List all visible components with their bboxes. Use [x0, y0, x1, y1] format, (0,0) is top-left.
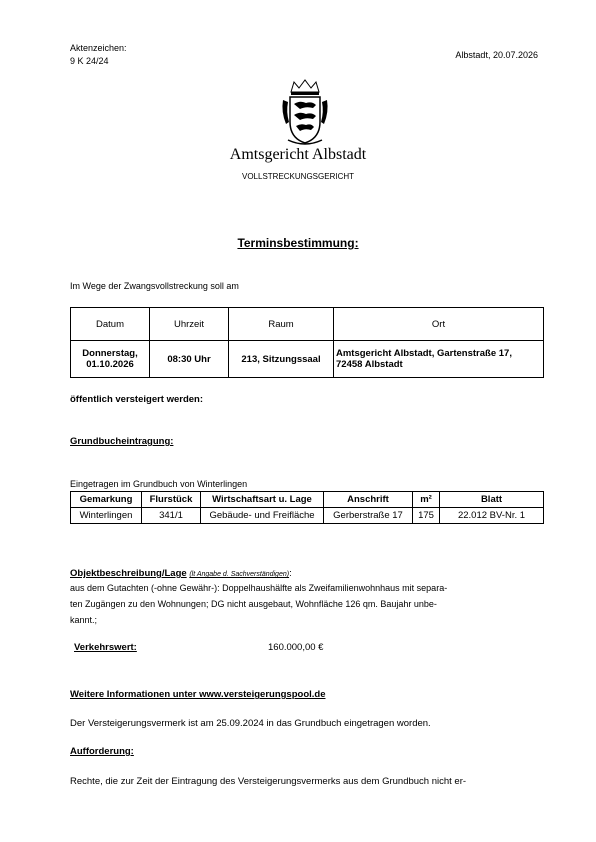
aktenzeichen-value: 9 K 24/24 [70, 56, 109, 66]
grundbuch-heading: Grundbucheintragung: [70, 436, 174, 447]
col-header-flurstueck: Flurstück [142, 492, 201, 508]
col-header-ort: Ort [334, 308, 544, 341]
document-title: Terminsbestimmung: [237, 236, 359, 250]
place-date: Albstadt, 20.07.2026 [455, 50, 538, 60]
cell-ort: Amtsgericht Albstadt, Gartenstraße 17, 72458 Albstadt [334, 341, 544, 378]
grundbuch-text: Eingetragen im Grundbuch von Winterlingen [70, 479, 248, 489]
schedule-table [70, 307, 544, 378]
col-header-m2: m² [413, 492, 440, 508]
cell-uhrzeit: 08:30 Uhr [150, 341, 229, 378]
court-name: Amtsgericht Albstadt [229, 146, 367, 163]
grundbuch-table [70, 491, 544, 524]
col-header-blatt: Blatt [440, 492, 544, 508]
col-header-datum: Datum [71, 308, 150, 341]
col-header-gemarkung: Gemarkung [71, 492, 142, 508]
aufforderung-text: Rechte, die zur Zeit der Eintragung des Versteigerungsvermerks aus dem Grundbuch nicht er- [70, 776, 467, 787]
cell-m2: 175 [413, 508, 440, 524]
objekt-line-2: ten Zugängen zu den Wohnungen; DG nicht ausgebaut, Wohnfläche 126 qm. Baujahr unbe- [70, 599, 437, 609]
col-header-anschrift: Anschrift [324, 492, 413, 508]
aktenzeichen-label: Aktenzeichen: [70, 43, 127, 53]
cell-datum: Donnerstag, 01.10.2026 [71, 341, 150, 378]
verkehrswert-label: Verkehrswert: [74, 642, 137, 653]
objekt-heading-line [70, 568, 292, 579]
objekt-note: (lt Angabe d. Sachverständigen) [189, 571, 290, 578]
intro-text: Im Wege der Zwangsvollstreckung soll am [70, 281, 239, 291]
cell-flurstueck: 341/1 [142, 508, 201, 524]
aufforderung-heading: Aufforderung: [70, 746, 134, 757]
vermerk-text: Der Versteigerungsvermerk ist am 25.09.2024 in das Grundbuch eingetragen worden. [70, 718, 431, 729]
cell-gemarkung: Winterlingen [71, 508, 142, 524]
court-department: VOLLSTRECKUNGSGERICHT [241, 172, 355, 181]
verkehrswert-value: 160.000,00 € [268, 642, 324, 653]
col-header-wirtschaftsart: Wirtschaftsart u. Lage [201, 492, 324, 508]
objekt-line-3: kannt.; [70, 615, 98, 625]
col-header-raum: Raum [229, 308, 334, 341]
versteigert-text: öffentlich versteigert werden: [70, 394, 204, 405]
col-header-uhrzeit: Uhrzeit [150, 308, 229, 341]
cell-blatt: 22.012 BV-Nr. 1 [440, 508, 544, 524]
objekt-line-1: aus dem Gutachten (-ohne Gewähr-): Doppelhaushälfte als Zweifamilienwohnhaus mit separa- [70, 583, 448, 593]
weitere-info-link[interactable]: Weitere Informationen unter www.versteigerungspool.de [70, 689, 326, 700]
cell-raum: 213, Sitzungssaal [229, 341, 334, 378]
objekt-colon: : [289, 568, 292, 579]
cell-wirtschaftsart: Gebäude- und Freifläche [201, 508, 324, 524]
cell-anschrift: Gerberstraße 17 [324, 508, 413, 524]
objekt-heading: Objektbeschreibung/Lage [70, 568, 187, 579]
coat-of-arms-icon [280, 78, 330, 146]
